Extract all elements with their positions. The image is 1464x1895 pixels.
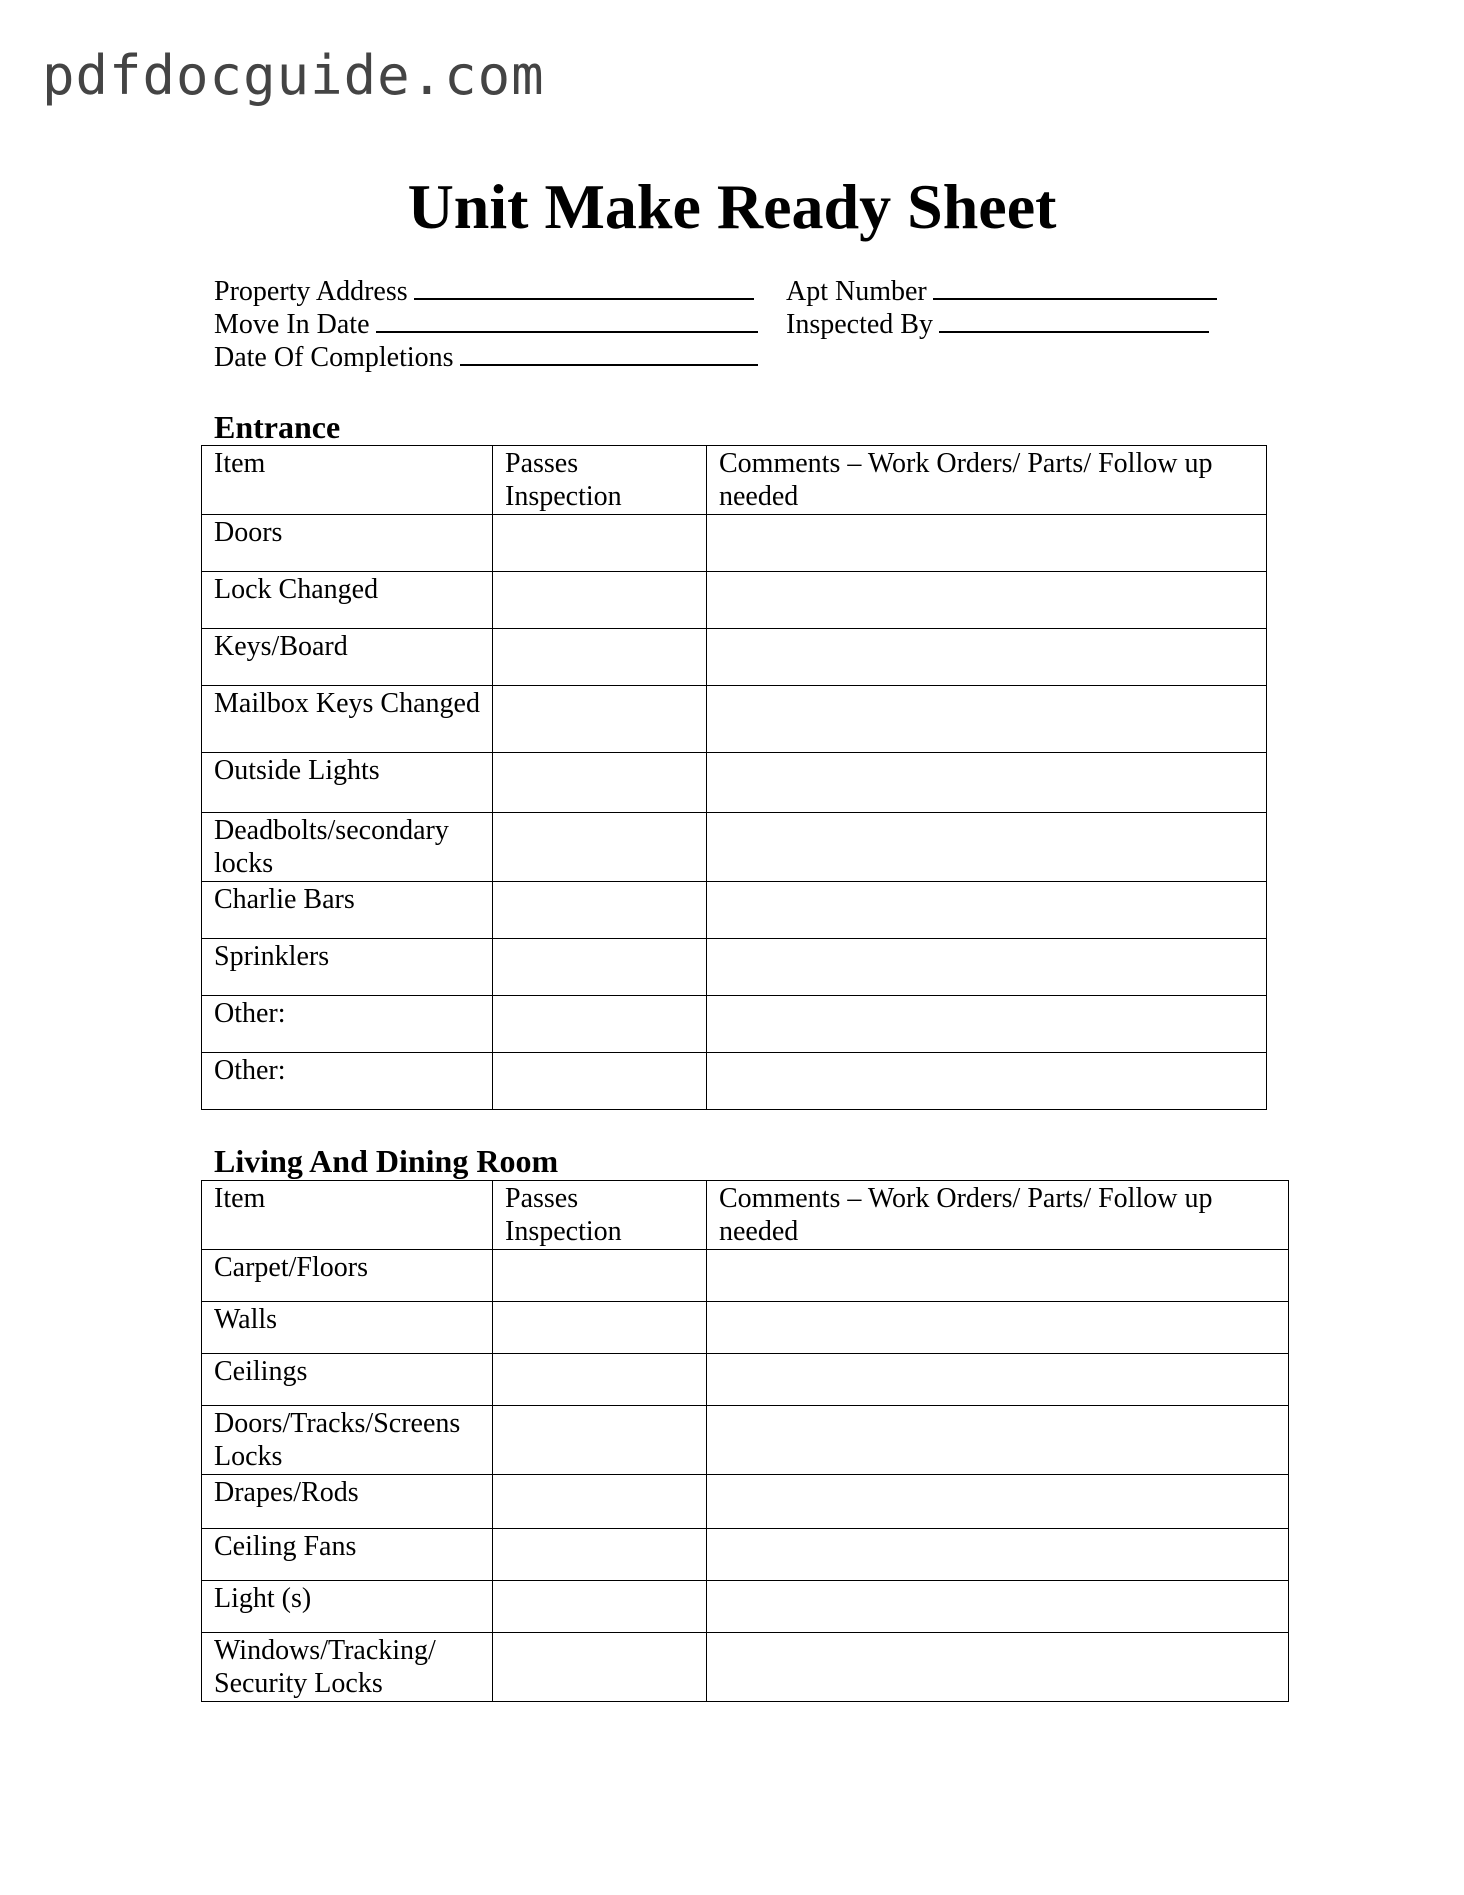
item-name: Drapes/Rods <box>202 1475 493 1529</box>
comments-cell[interactable] <box>707 572 1267 629</box>
item-name: Other: <box>202 1053 493 1110</box>
date-of-completions-line[interactable] <box>460 342 758 366</box>
passes-cell[interactable] <box>493 686 707 753</box>
table-row <box>202 996 1267 1053</box>
table-row <box>202 515 1267 572</box>
header-passes: Passes Inspection <box>493 1181 707 1250</box>
passes-cell[interactable] <box>493 1302 707 1354</box>
inspected-by-field[interactable] <box>786 309 1209 343</box>
passes-cell[interactable] <box>493 813 707 882</box>
inspected-by-line[interactable] <box>939 309 1209 333</box>
passes-cell[interactable] <box>493 629 707 686</box>
table-header-row <box>202 446 1267 515</box>
move-in-date-label: Move In Date <box>214 309 370 340</box>
table-row <box>202 1053 1267 1110</box>
item-name: Carpet/Floors <box>202 1250 493 1302</box>
date-of-completions-field[interactable] <box>214 342 758 376</box>
move-in-date-field[interactable] <box>214 309 758 343</box>
item-name: Mailbox Keys Changed <box>202 686 493 753</box>
living-section-title: Living And Dining Room <box>214 1143 559 1179</box>
entrance-section-title: Entrance <box>214 409 341 445</box>
passes-cell[interactable] <box>493 1529 707 1581</box>
comments-cell[interactable] <box>707 882 1267 939</box>
table-row <box>202 1475 1289 1529</box>
header-comments: Comments – Work Orders/ Parts/ Follow up needed <box>707 446 1267 515</box>
item-name: Outside Lights <box>202 753 493 813</box>
table-row <box>202 1529 1289 1581</box>
item-name: Walls <box>202 1302 493 1354</box>
living-table <box>201 1180 1289 1702</box>
header-passes: Passes Inspection <box>493 446 707 515</box>
apt-number-line[interactable] <box>933 276 1217 300</box>
item-name: Charlie Bars <box>202 882 493 939</box>
passes-cell[interactable] <box>493 1633 707 1702</box>
passes-cell[interactable] <box>493 996 707 1053</box>
table-row <box>202 572 1267 629</box>
item-name: Light (s) <box>202 1581 493 1633</box>
comments-cell[interactable] <box>707 1354 1289 1406</box>
item-name: Keys/Board <box>202 629 493 686</box>
comments-cell[interactable] <box>707 1529 1289 1581</box>
site-watermark: pdfdocguide.com <box>42 44 545 107</box>
passes-cell[interactable] <box>493 572 707 629</box>
table-row <box>202 753 1267 813</box>
property-address-label: Property Address <box>214 276 408 307</box>
passes-cell[interactable] <box>493 882 707 939</box>
passes-cell[interactable] <box>493 1250 707 1302</box>
comments-cell[interactable] <box>707 1053 1267 1110</box>
table-row <box>202 1250 1289 1302</box>
property-address-field[interactable] <box>214 276 754 310</box>
item-name: Ceiling Fans <box>202 1529 493 1581</box>
table-row <box>202 939 1267 996</box>
table-row <box>202 1406 1289 1475</box>
comments-cell[interactable] <box>707 996 1267 1053</box>
header-comments: Comments – Work Orders/ Parts/ Follow up needed <box>707 1181 1289 1250</box>
item-name: Deadbolts/secondary locks <box>202 813 493 882</box>
table-row <box>202 882 1267 939</box>
passes-cell[interactable] <box>493 753 707 813</box>
item-name: Doors/Tracks/Screens Locks <box>202 1406 493 1475</box>
comments-cell[interactable] <box>707 515 1267 572</box>
comments-cell[interactable] <box>707 629 1267 686</box>
comments-cell[interactable] <box>707 753 1267 813</box>
passes-cell[interactable] <box>493 1354 707 1406</box>
comments-cell[interactable] <box>707 1475 1289 1529</box>
table-row <box>202 1302 1289 1354</box>
table-row <box>202 686 1267 753</box>
passes-cell[interactable] <box>493 515 707 572</box>
move-in-date-line[interactable] <box>376 309 758 333</box>
page-title: Unit Make Ready Sheet <box>407 171 1057 242</box>
comments-cell[interactable] <box>707 939 1267 996</box>
passes-cell[interactable] <box>493 1406 707 1475</box>
table-row <box>202 1633 1289 1702</box>
item-name: Lock Changed <box>202 572 493 629</box>
table-row <box>202 1354 1289 1406</box>
comments-cell[interactable] <box>707 1581 1289 1633</box>
comments-cell[interactable] <box>707 686 1267 753</box>
inspected-by-label: Inspected By <box>786 309 933 340</box>
header-item: Item <box>202 446 493 515</box>
comments-cell[interactable] <box>707 1302 1289 1354</box>
comments-cell[interactable] <box>707 1406 1289 1475</box>
passes-cell[interactable] <box>493 1475 707 1529</box>
item-name: Other: <box>202 996 493 1053</box>
comments-cell[interactable] <box>707 813 1267 882</box>
apt-number-label: Apt Number <box>786 276 927 307</box>
comments-cell[interactable] <box>707 1250 1289 1302</box>
comments-cell[interactable] <box>707 1633 1289 1702</box>
header-item: Item <box>202 1181 493 1250</box>
date-of-completions-label: Date Of Completions <box>214 342 454 373</box>
passes-cell[interactable] <box>493 1581 707 1633</box>
table-row <box>202 813 1267 882</box>
table-row <box>202 629 1267 686</box>
table-row <box>202 1581 1289 1633</box>
entrance-table <box>201 445 1267 1110</box>
apt-number-field[interactable] <box>786 276 1217 310</box>
passes-cell[interactable] <box>493 939 707 996</box>
item-name: Windows/Tracking/ Security Locks <box>202 1633 493 1702</box>
item-name: Ceilings <box>202 1354 493 1406</box>
item-name: Sprinklers <box>202 939 493 996</box>
item-name: Doors <box>202 515 493 572</box>
table-header-row <box>202 1181 1289 1250</box>
property-address-line[interactable] <box>414 276 754 300</box>
passes-cell[interactable] <box>493 1053 707 1110</box>
